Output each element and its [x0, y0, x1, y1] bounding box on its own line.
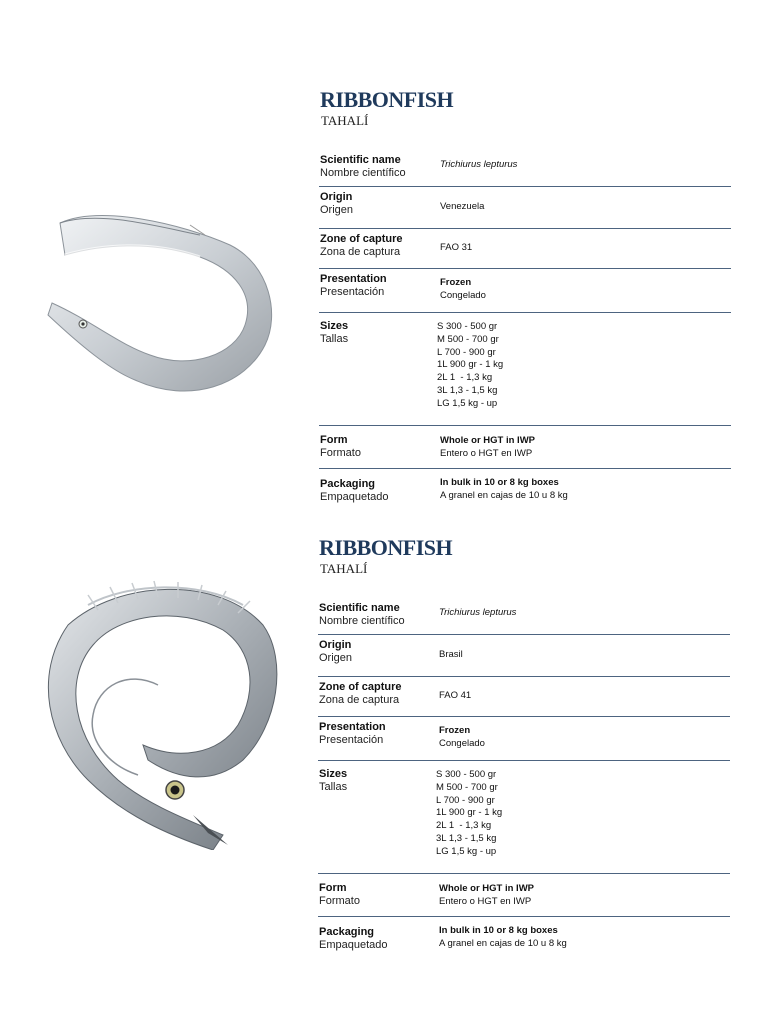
- origin-value: Brasil: [439, 649, 463, 660]
- label-en: Zone of capture: [319, 681, 402, 693]
- size-item: 1L 900 gr - 1 kg: [437, 359, 504, 371]
- size-item: M 500 - 700 gr: [436, 781, 498, 793]
- form-value-en: Whole or HGT in IWP: [440, 435, 535, 446]
- spec-row-scientific-name: [319, 150, 731, 187]
- product-sheet-2: [0, 520, 768, 1000]
- label-es: Formato: [319, 895, 360, 907]
- label-es: Presentación: [320, 286, 385, 298]
- spec-row-presentation: [319, 269, 731, 313]
- spec-row-scientific-name: [318, 598, 730, 635]
- label-es: Tallas: [319, 781, 348, 793]
- label-en: Sizes: [319, 768, 348, 780]
- label-en: Presentation: [319, 721, 386, 733]
- form-value-es: Entero o HGT en IWP: [439, 895, 532, 907]
- spec-row-form: [319, 426, 731, 469]
- label-es: Zona de captura: [320, 246, 401, 258]
- ribbonfish-photo-1: [40, 205, 280, 410]
- label-en: Origin: [320, 191, 353, 203]
- presentation-value-en: Frozen: [440, 277, 472, 288]
- spec-row-form: [318, 874, 730, 917]
- spec-row-origin: [318, 635, 730, 677]
- size-item: 3L 1,3 - 1,5 kg: [437, 384, 498, 396]
- form-value-es: Entero o HGT en IWP: [440, 447, 533, 459]
- presentation-value-en: Frozen: [439, 725, 471, 736]
- form-value-en: Whole or HGT in IWP: [439, 883, 534, 894]
- product-title: RIBBONFISH: [319, 535, 453, 560]
- label-es: Empaquetado: [320, 491, 389, 503]
- size-item: LG 1,5 kg - up: [436, 845, 497, 857]
- label-es: Presentación: [319, 734, 384, 746]
- size-item: 2L 1 - 1,3 kg: [437, 372, 493, 384]
- size-item: 1L 900 gr - 1 kg: [436, 807, 503, 819]
- origin-value: Venezuela: [440, 201, 485, 212]
- label-en: Sizes: [320, 320, 349, 332]
- spec-table: [318, 598, 730, 957]
- presentation-value-es: Congelado: [440, 289, 486, 301]
- spec-row-zone: [318, 677, 730, 717]
- size-item: 3L 1,3 - 1,5 kg: [436, 832, 497, 844]
- size-item: S 300 - 500 gr: [436, 769, 497, 780]
- spec-row-sizes: [319, 313, 731, 426]
- label-en: Form: [320, 434, 348, 446]
- size-item: M 500 - 700 gr: [437, 333, 499, 345]
- label-en: Zone of capture: [320, 233, 403, 245]
- label-es: Origen: [319, 652, 353, 664]
- presentation-value-es: Congelado: [439, 737, 485, 749]
- label-es: Nombre científico: [319, 615, 405, 627]
- label-en: Scientific name: [320, 154, 401, 166]
- spec-row-origin: [319, 187, 731, 229]
- label-en: Presentation: [320, 273, 387, 285]
- sizes-list: [437, 321, 503, 411]
- packaging-value-en: In bulk in 10 or 8 kg boxes: [439, 925, 558, 936]
- sizes-list: [436, 769, 502, 859]
- label-es: Zona de captura: [319, 694, 400, 706]
- label-es: Formato: [320, 447, 361, 459]
- scientific-name-value: Trichiurus lepturus: [439, 607, 517, 618]
- label-es: Nombre científico: [320, 167, 406, 179]
- product-title: RIBBONFISH: [320, 87, 454, 112]
- spec-row-sizes: [318, 761, 730, 874]
- packaging-value-en: In bulk in 10 or 8 kg boxes: [440, 477, 559, 488]
- size-item: L 700 - 900 gr: [437, 346, 496, 358]
- scientific-name-value: Trichiurus lepturus: [440, 159, 518, 170]
- label-en: Origin: [319, 639, 352, 651]
- zone-value: FAO 31: [440, 242, 473, 253]
- spec-row-packaging: [319, 469, 731, 509]
- label-en: Packaging: [319, 926, 375, 938]
- zone-value: FAO 41: [439, 690, 472, 701]
- size-item: LG 1,5 kg - up: [437, 397, 498, 409]
- packaging-value-es: A granel en cajas de 10 u 8 kg: [440, 489, 568, 501]
- size-item: 2L 1 - 1,3 kg: [436, 820, 492, 832]
- label-en: Scientific name: [319, 602, 400, 614]
- spec-table: [319, 150, 731, 509]
- packaging-value-es: A granel en cajas de 10 u 8 kg: [439, 937, 567, 949]
- label-es: Tallas: [320, 333, 349, 345]
- spec-row-zone: [319, 229, 731, 269]
- spec-row-presentation: [318, 717, 730, 761]
- size-item: L 700 - 900 gr: [436, 794, 495, 806]
- product-subtitle: TAHALÍ: [320, 561, 368, 576]
- spec-row-packaging: [318, 917, 730, 957]
- label-es: Empaquetado: [319, 939, 388, 951]
- label-en: Packaging: [320, 478, 376, 490]
- size-item: S 300 - 500 gr: [437, 321, 498, 332]
- label-en: Form: [319, 882, 347, 894]
- label-es: Origen: [320, 204, 354, 216]
- ribbonfish-photo-2: [28, 565, 283, 850]
- product-subtitle: TAHALÍ: [321, 113, 369, 128]
